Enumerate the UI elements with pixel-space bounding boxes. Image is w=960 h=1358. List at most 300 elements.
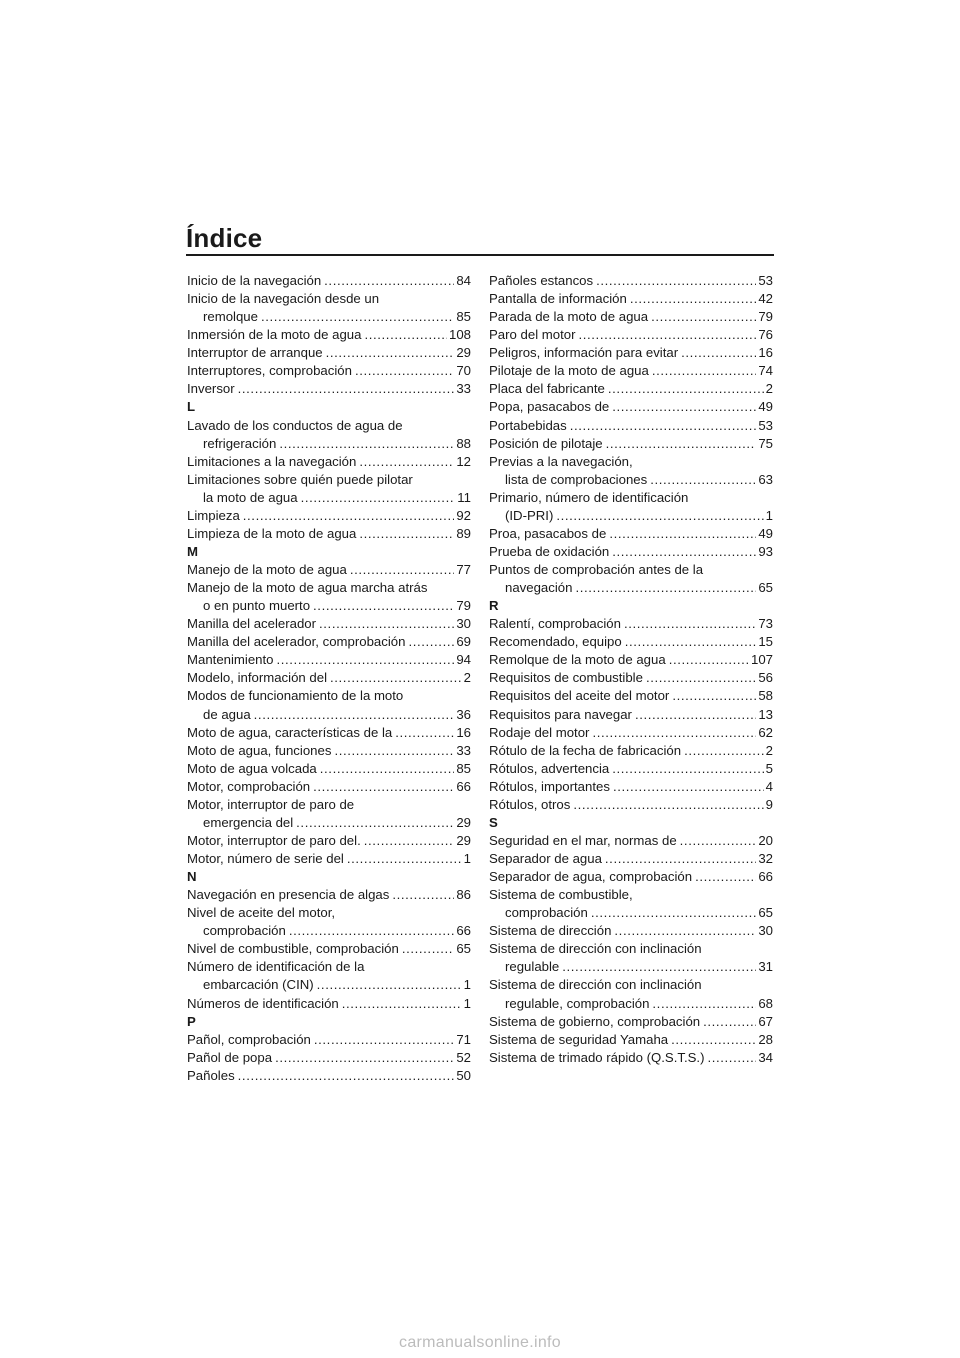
index-entry-label: Parada de la moto de agua	[489, 309, 649, 325]
index-entry-label: Navegación en presencia de algas	[187, 887, 390, 903]
index-entry-label: Rótulos, importantes	[489, 778, 610, 794]
dot-leader	[613, 778, 764, 796]
index-entry-label: Sistema de dirección	[489, 923, 612, 939]
index-entry	[187, 561, 471, 579]
index-section-letter: P	[187, 1013, 196, 1029]
index-entry	[187, 308, 471, 326]
dot-leader	[364, 832, 455, 850]
index-entry-label: Proa, pasacabos de	[489, 525, 607, 541]
index-entry-page: 65	[456, 941, 471, 957]
index-entry-label: regulable	[505, 959, 560, 975]
index-entry-line: Puntos de comprobación antes de la	[489, 562, 704, 577]
index-entry-label: Recomendado, equipo	[489, 634, 622, 650]
index-entry-label: lista de comprobaciones	[505, 471, 648, 487]
index-entry-page: 13	[758, 706, 773, 722]
index-entry	[187, 742, 471, 760]
index-entry-page: 11	[457, 489, 471, 505]
index-entry	[489, 687, 773, 705]
index-entry-label: Peligros, información para evitar	[489, 345, 679, 361]
index-entry-page: 52	[456, 1049, 471, 1065]
index-entry	[489, 380, 773, 398]
index-entry-label: Rótulo de la fecha de fabricación	[489, 742, 682, 758]
index-entry-page: 20	[758, 832, 773, 848]
index-entry-page: 84	[456, 273, 471, 288]
dot-leader	[238, 1067, 455, 1085]
index-entry-label: Rótulos, otros	[489, 796, 571, 812]
index-entry	[187, 651, 471, 669]
dot-leader	[652, 362, 757, 380]
watermark: carmanualsonline.info	[399, 1334, 561, 1351]
dot-leader	[575, 579, 756, 597]
index-entry	[489, 742, 773, 760]
index-entry-line: Modos de funcionamiento de la moto	[187, 688, 404, 704]
index-entry-page: 66	[758, 869, 773, 885]
index-entry-page: 93	[758, 543, 773, 559]
index-entry	[489, 471, 773, 489]
index-entry-page: 29	[456, 345, 471, 361]
index-entry-page: 88	[456, 435, 471, 451]
dot-leader	[635, 706, 756, 724]
dot-leader	[606, 435, 757, 453]
index-entry-line: Sistema de dirección con inclinación	[489, 977, 702, 993]
dot-leader	[681, 344, 756, 362]
index-entry	[187, 453, 471, 471]
index-entry-page: 2	[463, 670, 471, 686]
dot-leader	[334, 742, 454, 760]
index-entry-label: Sistema de gobierno, comprobación	[489, 1013, 701, 1029]
index-entry-label: Pañol de popa	[187, 1049, 273, 1065]
dot-leader	[364, 326, 447, 344]
dot-leader	[695, 868, 756, 886]
index-entry	[489, 669, 773, 687]
index-entry-label: Nivel de combustible, comprobación	[187, 941, 399, 957]
index-entry	[489, 651, 773, 669]
dot-leader	[342, 995, 462, 1013]
index-entry	[489, 272, 773, 290]
index-entry	[187, 778, 471, 796]
dot-leader	[319, 615, 454, 633]
dot-leader	[313, 597, 454, 615]
index-entry-page: 16	[758, 345, 773, 361]
dot-leader	[624, 615, 756, 633]
index-entry-page: 69	[456, 634, 471, 650]
dot-leader	[703, 1013, 756, 1031]
dot-leader	[320, 760, 455, 778]
index-entry	[187, 633, 471, 651]
index-entry	[489, 507, 773, 525]
index-entry-page: 56	[758, 670, 773, 686]
dot-leader	[562, 958, 756, 976]
index-entry	[489, 724, 773, 742]
index-entry-page: 32	[758, 851, 773, 866]
index-entry-label: Motor, número de serie del	[187, 851, 344, 866]
dot-leader	[279, 435, 454, 453]
index-entry	[489, 417, 773, 435]
index-entry-label: Limpieza de la moto de agua	[187, 525, 357, 541]
dot-leader	[669, 651, 749, 669]
index-entry-label: Números de identificación	[187, 995, 339, 1011]
index-entry-page: 63	[758, 471, 773, 487]
index-entry	[489, 796, 773, 814]
index-entry-page: 1	[463, 977, 471, 993]
dot-leader	[651, 308, 756, 326]
index-entry-label: Mantenimiento	[187, 652, 274, 668]
dot-leader	[630, 290, 757, 308]
index-entry-page: 31	[758, 959, 773, 975]
dot-leader	[625, 633, 757, 651]
index-entry-label: Moto de agua volcada	[187, 760, 317, 776]
dot-leader	[608, 380, 764, 398]
index-entry-label: refrigeración	[203, 435, 277, 451]
index-entry-page: 68	[758, 995, 773, 1011]
index-entry	[187, 615, 471, 633]
index-entry	[187, 814, 471, 832]
index-entry-page: 94	[456, 652, 471, 668]
index-entry	[489, 543, 773, 561]
index-entry-label: Prueba de oxidación	[489, 543, 610, 559]
index-entry	[187, 489, 471, 507]
index-entry-page: 2	[765, 742, 773, 758]
dot-leader	[238, 380, 455, 398]
index-entry-label: Manilla del acelerador, comprobación	[187, 634, 406, 650]
index-entry	[187, 760, 471, 778]
index-entry	[489, 1031, 773, 1049]
dot-leader	[392, 886, 454, 904]
index-entry-label: comprobación	[505, 905, 588, 921]
index-entry	[489, 832, 773, 850]
index-entry	[489, 615, 773, 633]
dot-leader	[612, 760, 763, 778]
index-entry-page: 30	[456, 616, 471, 632]
index-entry	[489, 1013, 773, 1031]
index-entry-page: 1	[765, 507, 773, 523]
index-entry-label: Ralentí, comprobación	[489, 616, 621, 632]
index-entry-label: Inversor	[187, 381, 235, 397]
index-entry-page: 1	[463, 851, 471, 866]
index-entry-label: Moto de agua, funciones	[187, 742, 332, 758]
index-entry-label: Paro del motor	[489, 327, 576, 343]
dot-leader	[614, 922, 756, 940]
index-entry	[489, 995, 773, 1013]
dot-leader	[605, 850, 756, 868]
index-entry	[187, 1049, 471, 1067]
dot-leader	[254, 706, 455, 724]
index-entry	[489, 326, 773, 344]
index-section-letter: S	[489, 814, 498, 830]
index-entry-page: 62	[758, 724, 773, 740]
index-entry-page: 36	[456, 706, 471, 722]
index-entry-label: Pilotaje de la moto de agua	[489, 363, 649, 379]
index-entry	[187, 326, 471, 344]
index-entry-line: Motor, interruptor de paro de	[187, 796, 355, 812]
index-entry-page: 29	[456, 814, 471, 830]
index-entry-line: Lavado de los conductos de agua de	[187, 417, 403, 433]
index-entry	[489, 290, 773, 308]
index-entry	[187, 507, 471, 525]
dot-leader	[570, 417, 757, 435]
index-section-letter: R	[489, 598, 499, 614]
index-entry-page: 2	[765, 381, 773, 397]
index-entry-label: Posición de pilotaje	[489, 435, 603, 451]
index-entry-label: Sistema de seguridad Yamaha	[489, 1031, 669, 1047]
dot-leader	[317, 976, 462, 994]
index-entry-label: Moto de agua, características de la	[187, 724, 393, 740]
index-entry-page: 79	[758, 309, 773, 325]
dot-leader	[408, 633, 454, 651]
dot-leader	[556, 507, 763, 525]
index-entry	[187, 940, 471, 958]
index-entry-page: 49	[758, 399, 773, 415]
index-entry	[187, 706, 471, 724]
dot-leader	[296, 814, 454, 832]
index-entry-label: Sistema de trimado rápido (Q.S.T.S.)	[489, 1049, 705, 1065]
index-section-letter: M	[187, 543, 198, 559]
dot-leader	[652, 995, 756, 1013]
dot-leader	[707, 1049, 756, 1067]
dot-leader	[650, 471, 756, 489]
index-entry-label: Motor, comprobación	[187, 778, 311, 794]
index-entry	[489, 633, 773, 651]
index-entry-page: 73	[758, 616, 773, 632]
index-entry-page: 67	[758, 1013, 773, 1029]
index-entry-page: 70	[456, 363, 471, 379]
index-entry-page: 76	[758, 327, 773, 343]
index-entry-page: 29	[456, 832, 471, 848]
index-entry	[489, 525, 773, 543]
index-entry-line: Previas a la navegación,	[489, 453, 633, 469]
index-entry-label: regulable, comprobación	[505, 995, 650, 1011]
index-entry	[187, 597, 471, 615]
index-entry	[187, 886, 471, 904]
dot-leader	[277, 651, 455, 669]
index-entry-label: remolque	[203, 309, 258, 325]
dot-leader	[592, 724, 756, 742]
index-entry-label: (ID-PRI)	[505, 507, 554, 523]
index-entry-label: Remolque de la moto de agua	[489, 652, 666, 668]
index-section-letter: L	[187, 399, 196, 415]
index-entry	[187, 995, 471, 1013]
dot-leader	[324, 272, 454, 290]
dot-leader	[680, 832, 757, 850]
index-entry-page: 79	[456, 598, 471, 614]
dot-leader	[313, 778, 454, 796]
index-entry-page: 86	[456, 887, 471, 903]
index-entry-label: Rodaje del motor	[489, 724, 590, 740]
index-entry-label: Separador de agua, comprobación	[489, 869, 693, 885]
index-entry-label: Interruptor de arranque	[187, 345, 323, 361]
index-entry-page: 12	[456, 453, 471, 469]
dot-leader	[684, 742, 764, 760]
index-entry	[187, 525, 471, 543]
dot-leader	[646, 669, 756, 687]
dot-leader	[672, 687, 756, 705]
index-entry-line: Primario, número de identificación	[489, 489, 689, 505]
index-entry-label: Portabebidas	[489, 417, 567, 433]
dot-leader	[671, 1031, 756, 1049]
dot-leader	[330, 669, 462, 687]
index-entry-page: 49	[758, 525, 773, 541]
index-entry-page: 16	[456, 724, 471, 740]
index-entry-label: o en punto muerto	[203, 598, 311, 614]
index-entry-page: 53	[758, 273, 773, 288]
dot-leader	[612, 543, 756, 561]
index-entry	[187, 362, 471, 380]
dot-leader	[402, 940, 454, 958]
dot-leader	[612, 398, 756, 416]
index-entry-page: 9	[765, 796, 773, 812]
dot-leader	[573, 796, 763, 814]
index-entry-page: 5	[765, 760, 773, 776]
index-entry-label: Pañoles estancos	[489, 273, 594, 288]
index-entry	[489, 868, 773, 886]
dot-leader	[395, 724, 454, 742]
index-entry-page: 58	[758, 688, 773, 704]
index-entry-label: Interruptores, comprobación	[187, 363, 352, 379]
index-entry-page: 28	[758, 1031, 773, 1047]
index-column-left	[187, 272, 471, 1085]
dot-leader	[243, 507, 455, 525]
index-entry-label: Limpieza	[187, 507, 240, 523]
index-entry-label: Pantalla de información	[489, 291, 627, 307]
index-entry-line: Inicio de la navegación desde un	[187, 291, 380, 307]
index-entry-page: 33	[456, 742, 471, 758]
index-entry-line: Limitaciones sobre quién puede pilotar	[187, 471, 413, 487]
index-entry	[489, 579, 773, 597]
index-section-letter: N	[187, 869, 197, 885]
index-entry-label: de agua	[203, 706, 251, 722]
index-entry-line: Número de identificación de la	[187, 959, 365, 975]
index-entry	[489, 958, 773, 976]
index-entry	[187, 669, 471, 687]
dot-leader	[275, 1049, 454, 1067]
index-entry	[489, 362, 773, 380]
dot-leader	[301, 489, 456, 507]
title-rule	[186, 254, 774, 256]
index-entry-label: Requisitos del aceite del motor	[489, 688, 670, 704]
index-entry-label: Modelo, información del	[187, 670, 328, 686]
dot-leader	[359, 453, 454, 471]
index-entry-page: 15	[758, 634, 773, 650]
index-entry	[187, 1031, 471, 1049]
index-entry-page: 66	[456, 778, 471, 794]
index-entry	[489, 850, 773, 868]
dot-leader	[591, 904, 756, 922]
index-entry	[489, 308, 773, 326]
index-entry	[187, 850, 471, 868]
dot-leader	[579, 326, 757, 344]
index-entry	[187, 272, 471, 290]
index-entry	[187, 922, 471, 940]
index-entry-line: Sistema de dirección con inclinación	[489, 941, 702, 957]
index-entry-line: Manejo de la moto de agua marcha atrás	[187, 580, 428, 596]
index-entry	[489, 778, 773, 796]
index-entry-page: 53	[758, 417, 773, 433]
index-entry	[187, 1067, 471, 1085]
dot-leader	[350, 561, 455, 579]
index-entry	[187, 344, 471, 362]
index-entry-label: comprobación	[203, 923, 286, 939]
index-entry	[489, 904, 773, 922]
index-entry-page: 33	[456, 381, 471, 397]
index-entry	[489, 435, 773, 453]
index-entry-page: 89	[456, 525, 471, 541]
dot-leader	[289, 922, 454, 940]
index-entry-page: 75	[758, 435, 773, 451]
index-entry-label: navegación	[505, 580, 573, 596]
index-entry	[187, 976, 471, 994]
index-entry	[489, 398, 773, 416]
index-entry-page: 66	[456, 923, 471, 939]
index-entry-page: 1	[463, 995, 471, 1011]
index-entry-label: Inicio de la navegación	[187, 273, 322, 288]
index-entry-page: 77	[456, 562, 471, 577]
index-entry-label: Limitaciones a la navegación	[187, 453, 357, 469]
index-entry	[489, 706, 773, 724]
index-entry-line: Sistema de combustible,	[489, 887, 633, 903]
index-entry-page: 42	[758, 291, 773, 307]
index-entry-label: Rótulos, advertencia	[489, 760, 610, 776]
index-entry-label: emergencia del	[203, 814, 294, 830]
index-entry	[187, 724, 471, 742]
dot-leader	[359, 525, 454, 543]
index-entry-label: Seguridad en el mar, normas de	[489, 832, 677, 848]
index-entry-page: 92	[456, 507, 471, 523]
index-entry-page: 65	[758, 580, 773, 596]
index-entry-label: Manejo de la moto de agua	[187, 562, 347, 577]
index-entry	[187, 832, 471, 850]
dot-leader	[347, 850, 462, 868]
index-entry-page: 107	[750, 652, 773, 668]
index-entry-label: embarcación (CIN)	[203, 977, 314, 993]
index-entry-page: 108	[448, 327, 471, 343]
index-entry-label: la moto de agua	[203, 489, 298, 505]
index-entry-label: Popa, pasacabos de	[489, 399, 610, 415]
index-entry-label: Motor, interruptor de paro del.	[187, 832, 361, 848]
index-entry-page: 50	[456, 1067, 471, 1083]
index-entry-page: 30	[758, 923, 773, 939]
page-title: Índice	[186, 223, 263, 253]
index-entry	[489, 1049, 773, 1067]
index-entry-label: Separador de agua	[489, 851, 602, 866]
index-entry-label: Placa del fabricante	[489, 381, 605, 397]
index-entry-label: Pañoles	[187, 1067, 235, 1083]
index-entry	[187, 435, 471, 453]
index-entry-label: Requisitos de combustible	[489, 670, 643, 686]
index-entry-line: Nivel de aceite del motor,	[187, 905, 336, 921]
index-entry	[489, 922, 773, 940]
dot-leader	[609, 525, 756, 543]
index-entry	[489, 344, 773, 362]
index-entry-page: 71	[456, 1031, 471, 1047]
index-entry	[489, 760, 773, 778]
dot-leader	[261, 308, 454, 326]
index-entry-page: 34	[758, 1049, 773, 1065]
dot-leader	[326, 344, 455, 362]
dot-leader	[596, 272, 756, 290]
dot-leader	[355, 362, 454, 380]
index-column-right	[489, 272, 773, 1067]
index-entry	[187, 380, 471, 398]
index-entry-label: Requisitos para navegar	[489, 706, 632, 722]
index-entry-page: 4	[765, 778, 773, 794]
index-entry-page: 65	[758, 905, 773, 921]
index-entry-page: 85	[456, 309, 471, 325]
index-entry-label: Pañol, comprobación	[187, 1031, 311, 1047]
index-entry-label: Manilla del acelerador	[187, 616, 317, 632]
index-entry-page: 74	[758, 363, 773, 379]
index-entry-label: Inmersión de la moto de agua	[187, 327, 362, 343]
dot-leader	[314, 1031, 454, 1049]
